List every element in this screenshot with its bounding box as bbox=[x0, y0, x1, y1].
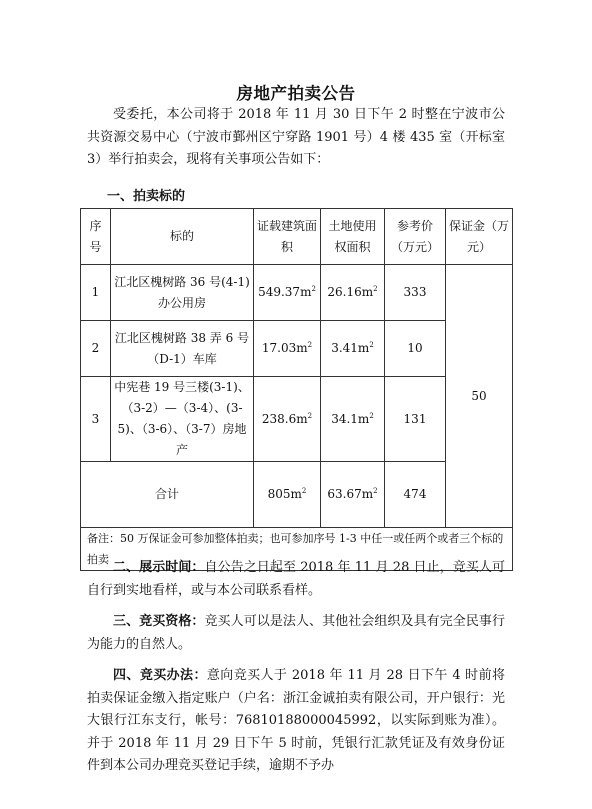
row-subject: 中宪巷 19 号三楼(3-1)、（3-2）—（3-4）、(3-5)、（3-6）、（3-7）房地产 bbox=[111, 377, 254, 462]
row-building-area: $238.6m^2$ bbox=[254, 377, 321, 462]
total-label: 合计 bbox=[81, 462, 254, 528]
table-row bbox=[81, 265, 513, 321]
row-land-area: $26.16m^2$ bbox=[321, 265, 385, 321]
header-seq: 序号 bbox=[81, 209, 111, 265]
header-building-area: 证载建筑面积 bbox=[254, 209, 321, 265]
header-subject: 标的 bbox=[111, 209, 254, 265]
row-subject: 江北区槐树路 36 号(4-1)办公用房 bbox=[111, 265, 254, 321]
total-building-area: $805m^2$ bbox=[254, 462, 321, 528]
section2-heading: 二、展示时间： bbox=[113, 560, 205, 575]
row-price: 333 bbox=[385, 265, 446, 321]
section4-paragraph bbox=[87, 665, 505, 778]
section2-paragraph bbox=[87, 557, 505, 602]
table-header-row bbox=[81, 209, 513, 265]
header-reference-price: 参考价（万元） bbox=[385, 209, 446, 265]
page-title: 房地产拍卖公告 bbox=[236, 84, 356, 103]
intro-paragraph: 受委托，本公司将于 2018 年 11 月 30 日下午 2 时整在宁波市公共资源交易中心（宁波市鄞州区宁穿路 1901 号）4 楼 435 室（开标室 3）举行拍卖会，现将有关事项公告如下： bbox=[87, 107, 505, 167]
header-deposit: 保证金（万元） bbox=[446, 209, 513, 265]
section3-heading: 三、竞买资格： bbox=[113, 614, 205, 629]
row-seq: 3 bbox=[81, 377, 111, 462]
section1-heading: 一、拍卖标的 bbox=[107, 189, 186, 204]
row-price: 131 bbox=[385, 377, 446, 462]
row-seq: 2 bbox=[81, 321, 111, 377]
total-price: 474 bbox=[385, 462, 446, 528]
section2-text: 自公告之日起至 2018 年 11 月 28 日止，竞买人可自行到实地看样，或与本公司联系看样。 bbox=[87, 560, 505, 598]
header-land-area: 土地使用权面积 bbox=[321, 209, 385, 265]
table-note: 备注：50 万保证金可参加整体拍卖；也可参加序号 1-3 中任一或任两个或者三个标的拍卖 bbox=[81, 528, 513, 571]
section4-text: 意向竞买人于 2018 年 11 月 28 日下午 4 时前将拍卖保证金缴入指定账户（户名：浙江金诚拍卖有限公司，开户银行：光大银行江东支行，帐号：76810188000045992，以实际到账为准）。并于 2018 年 11 月 29 日下午 5 时前，凭银行汇款凭证及有效身份证件到本公司办理竞买登记手续，逾期不予办 bbox=[87, 668, 505, 773]
row-land-area: $34.1m^2$ bbox=[321, 377, 385, 462]
row-seq: 1 bbox=[81, 265, 111, 321]
section3-paragraph bbox=[87, 611, 505, 656]
row-price: 10 bbox=[385, 321, 446, 377]
row-subject: 江北区槐树路 38 弄 6 号（D-1）车库 bbox=[111, 321, 254, 377]
section4-heading: 四、竞买办法： bbox=[113, 668, 207, 683]
deposit-cell: 50 bbox=[446, 265, 513, 528]
auction-table bbox=[80, 208, 513, 571]
row-land-area: $3.41m^2$ bbox=[321, 321, 385, 377]
row-building-area: $549.37m^2$ bbox=[254, 265, 321, 321]
row-building-area: $17.03m^2$ bbox=[254, 321, 321, 377]
section3-text: 竞买人可以是法人、其他社会组织及具有完全民事行为能力的自然人。 bbox=[87, 614, 505, 652]
total-land-area: $63.67m^2$ bbox=[321, 462, 385, 528]
